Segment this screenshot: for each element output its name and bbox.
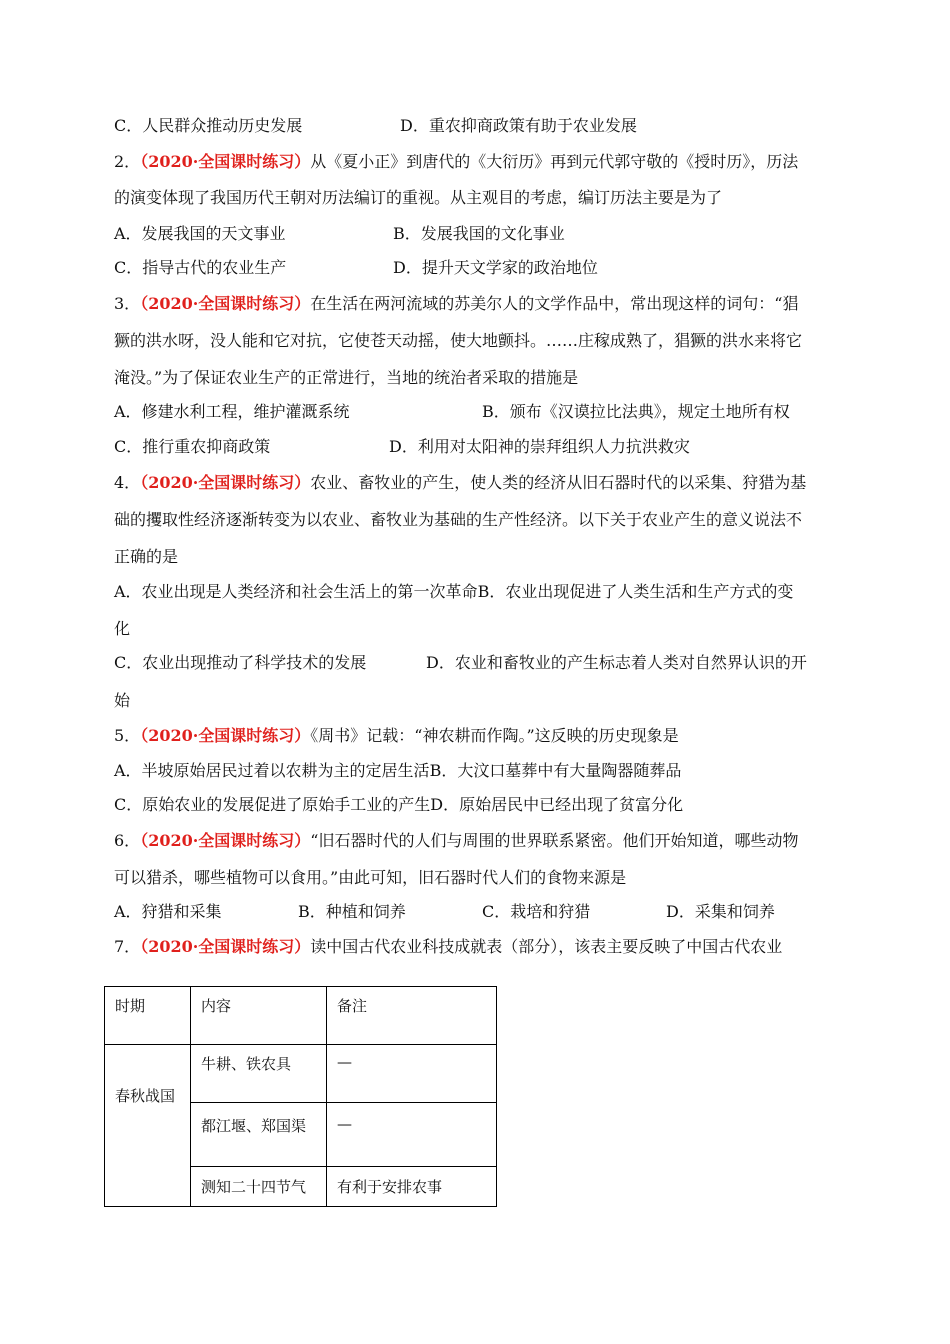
table-cell: 牛耕、铁农具 — [191, 1045, 327, 1103]
table-cell: 测知二十四节气 — [191, 1167, 327, 1207]
source-tag: （2020·全国课时练习） — [140, 473, 311, 492]
q4-option-a: A．农业出现是人类经济和社会生活上的第一次革命 — [114, 582, 478, 601]
q3-option-c: C．推行重农抑商政策 — [114, 437, 271, 456]
q3-option-d: D．利用对太阳神的崇拜组织人力抗洪救灾 — [389, 437, 690, 456]
q4-option-b-wrap: 化 — [114, 619, 131, 638]
table-header: 时期 — [105, 987, 191, 1045]
question-number: 7． — [114, 937, 141, 956]
stem-text: 读中国古代农业科技成就表（部分），该表主要反映了中国古代农业 — [310, 937, 783, 956]
source-tag: （2020·全国课时练习） — [140, 937, 311, 956]
q2-option-a: A．发展我国的天文事业 — [114, 224, 286, 243]
source-tag: （2020·全国课时练习） — [140, 294, 311, 313]
question-number: 6． — [114, 831, 141, 850]
q2-option-b: B．发展我国的文化事业 — [393, 224, 565, 243]
stem-text: 正确的是 — [114, 547, 179, 566]
q4-option-c: C．农业出现推动了科学技术的发展 — [114, 653, 367, 672]
stem-text: 淹没。”为了保证农业生产的正常进行，当地的统治者采取的措施是 — [114, 368, 579, 387]
q4-option-d-wrap: 始 — [114, 691, 131, 710]
stem-text: 农业、畜牧业的产生，使人类的经济从旧石器时代的以采集、狩猎为基 — [310, 473, 807, 492]
q5-option-d: D．原始居民中已经出现了贫富分化 — [430, 795, 684, 814]
stem-text: 础的攫取性经济逐渐转变为以农业、畜牧业为基础的生产性经济。以下关于农业产生的意义说法不 — [114, 510, 803, 529]
table-header: 备注 — [327, 987, 497, 1045]
source-tag: （2020·全国课时练习） — [140, 726, 311, 745]
question-number: 2． — [114, 152, 141, 171]
table-cell: 有利于安排农事 — [327, 1167, 497, 1207]
source-tag: （2020·全国课时练习） — [140, 152, 311, 171]
source-tag: （2020·全国课时练习） — [140, 831, 311, 850]
q6-option-a: A．狩猎和采集 — [114, 902, 222, 921]
q6-option-b: B．种植和饲养 — [298, 902, 406, 921]
table-header: 内容 — [191, 987, 327, 1045]
table-cell: — — [327, 1045, 497, 1103]
q2-option-c: C．指导古代的农业生产 — [114, 258, 287, 277]
q1-option-c: C．人民群众推动历史发展 — [114, 116, 303, 135]
agriculture-achievements-table — [104, 986, 497, 1207]
q5-stem — [114, 726, 679, 746]
question-number: 4． — [114, 473, 141, 492]
q3-option-b: B．颁布《汉谟拉比法典》，规定土地所有权 — [482, 402, 790, 421]
q3-option-a: A．修建水利工程，维护灌溉系统 — [114, 402, 350, 421]
stem-text: “旧石器时代的人们与周围的世界联系紧密。他们开始知道，哪些动物 — [310, 831, 799, 850]
table-cell-period: 春秋战国 — [105, 1045, 191, 1207]
stem-text: 从《夏小正》到唐代的《大衍历》再到元代郭守敬的《授时历》，历法 — [310, 152, 799, 171]
stem-text: 《周书》记载：“神农耕而作陶。”这反映的历史现象是 — [310, 726, 679, 745]
question-number: 3． — [114, 294, 141, 313]
q4-option-d: D．农业和畜牧业的产生标志着人类对自然界认识的开 — [426, 653, 807, 672]
q5-option-a: A．半坡原始居民过着以农耕为主的定居生活 — [114, 761, 430, 780]
stem-text: 在生活在两河流域的苏美尔人的文学作品中，常出现这样的词句：“猖 — [310, 294, 799, 313]
q5-option-c: C．原始农业的发展促进了原始手工业的产生 — [114, 795, 431, 814]
q7-stem — [114, 937, 782, 957]
table-cell: 都江堰、郑国渠 — [191, 1103, 327, 1167]
q6-option-d: D．采集和饲养 — [666, 902, 775, 921]
table-row — [105, 1045, 497, 1103]
q2-option-d: D．提升天文学家的政治地位 — [393, 258, 598, 277]
stem-text: 獗的洪水呀，没人能和它对抗，它使苍天动摇，使大地颤抖。……庄稼成熟了，猖獗的洪水来将它 — [114, 331, 803, 350]
q1-option-d: D．重农抑商政策有助于农业发展 — [400, 116, 637, 135]
question-number: 5． — [114, 726, 141, 745]
stem-text: 可以猎杀，哪些植物可以食用。”由此可知，旧石器时代人们的食物来源是 — [114, 868, 627, 887]
stem-text: 的演变体现了我国历代王朝对历法编订的重视。从主观目的考虑，编订历法主要是为了 — [114, 188, 723, 207]
table-cell: — — [327, 1103, 497, 1167]
q4-option-b: B．农业出现促进了人类生活和生产方式的变 — [477, 582, 794, 601]
q5-option-b: B．大汶口墓葬中有大量陶器随葬品 — [429, 761, 682, 780]
q6-option-c: C．栽培和狩猎 — [482, 902, 591, 921]
